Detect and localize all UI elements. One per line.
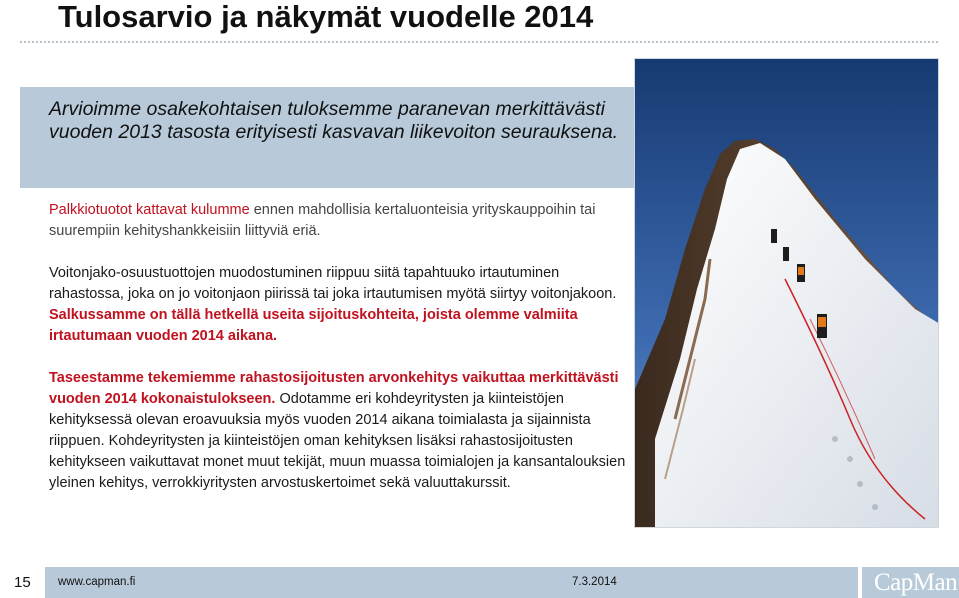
- body-text: Voitonjako-osuustuottojen muodostuminen riippuu siitä tapahtuuko irtautuminen rahastossa, joka on jo voitonjaon piirissä tai joka irtautumisen myötä siirtyy voitonjakoon.: [49, 265, 617, 302]
- slide-title: Tulosarvio ja näkymät vuodelle 2014: [58, 0, 594, 34]
- footer-band: [45, 567, 858, 598]
- highlight-text: Salkussamme on tällä hetkellä useita sijoituskohteita, joista olemme valmiita irtautumaan vuoden 2014 aikana.: [49, 307, 578, 344]
- highlight-text: Taseestamme tekemiemme rahastosijoitusten arvonkehitys vaikuttaa merkittävästi vuoden 2014 kokonaistulokseen.: [49, 370, 619, 407]
- footer-url: www.capman.fi: [58, 576, 136, 588]
- paragraph-fund-investments: [49, 368, 629, 494]
- title-divider: [20, 41, 938, 43]
- highlight-text: Palkkiotuotot kattavat kulumme: [49, 202, 250, 218]
- slide-footer: [0, 567, 959, 598]
- paragraph-fee-income: [49, 200, 629, 242]
- capman-logo: CapMan: [874, 569, 958, 596]
- footer-date: 7.3.2014: [572, 576, 617, 588]
- lead-text: Arvioimme osakekohtaisen tuloksemme paranevan merkittävästi vuoden 2013 tasosta erityisesti kasvavan liikevoiton seurauksena.: [49, 98, 619, 143]
- paragraph-carried-interest: [49, 263, 629, 347]
- page-number: 15: [14, 574, 31, 591]
- body-text: ennen mahdollisia kertaluonteisia yrityskauppoihin tai suurempiin kehityshankkeisiin liittyviä eriä.: [49, 202, 596, 239]
- mountain-climbers-photo: [634, 58, 939, 528]
- body-text: Odotamme eri kohdeyritysten ja kiinteistöjen kehityksessä olevan eroavuuksia myös vuoden 2014 aikana toimialasta ja sijainnista riippuen. Kohdeyritysten ja kiinteistöjen oman kehityksen lisäksi rahastosijoitusten kehitykseen vaikuttavat monet muut tekijät, muun muassa toimialojen ja kansantalouksien yleinen kehitys, verrokkiyritysten arvostuskertoimet sekä valuuttakurssit.: [49, 391, 626, 491]
